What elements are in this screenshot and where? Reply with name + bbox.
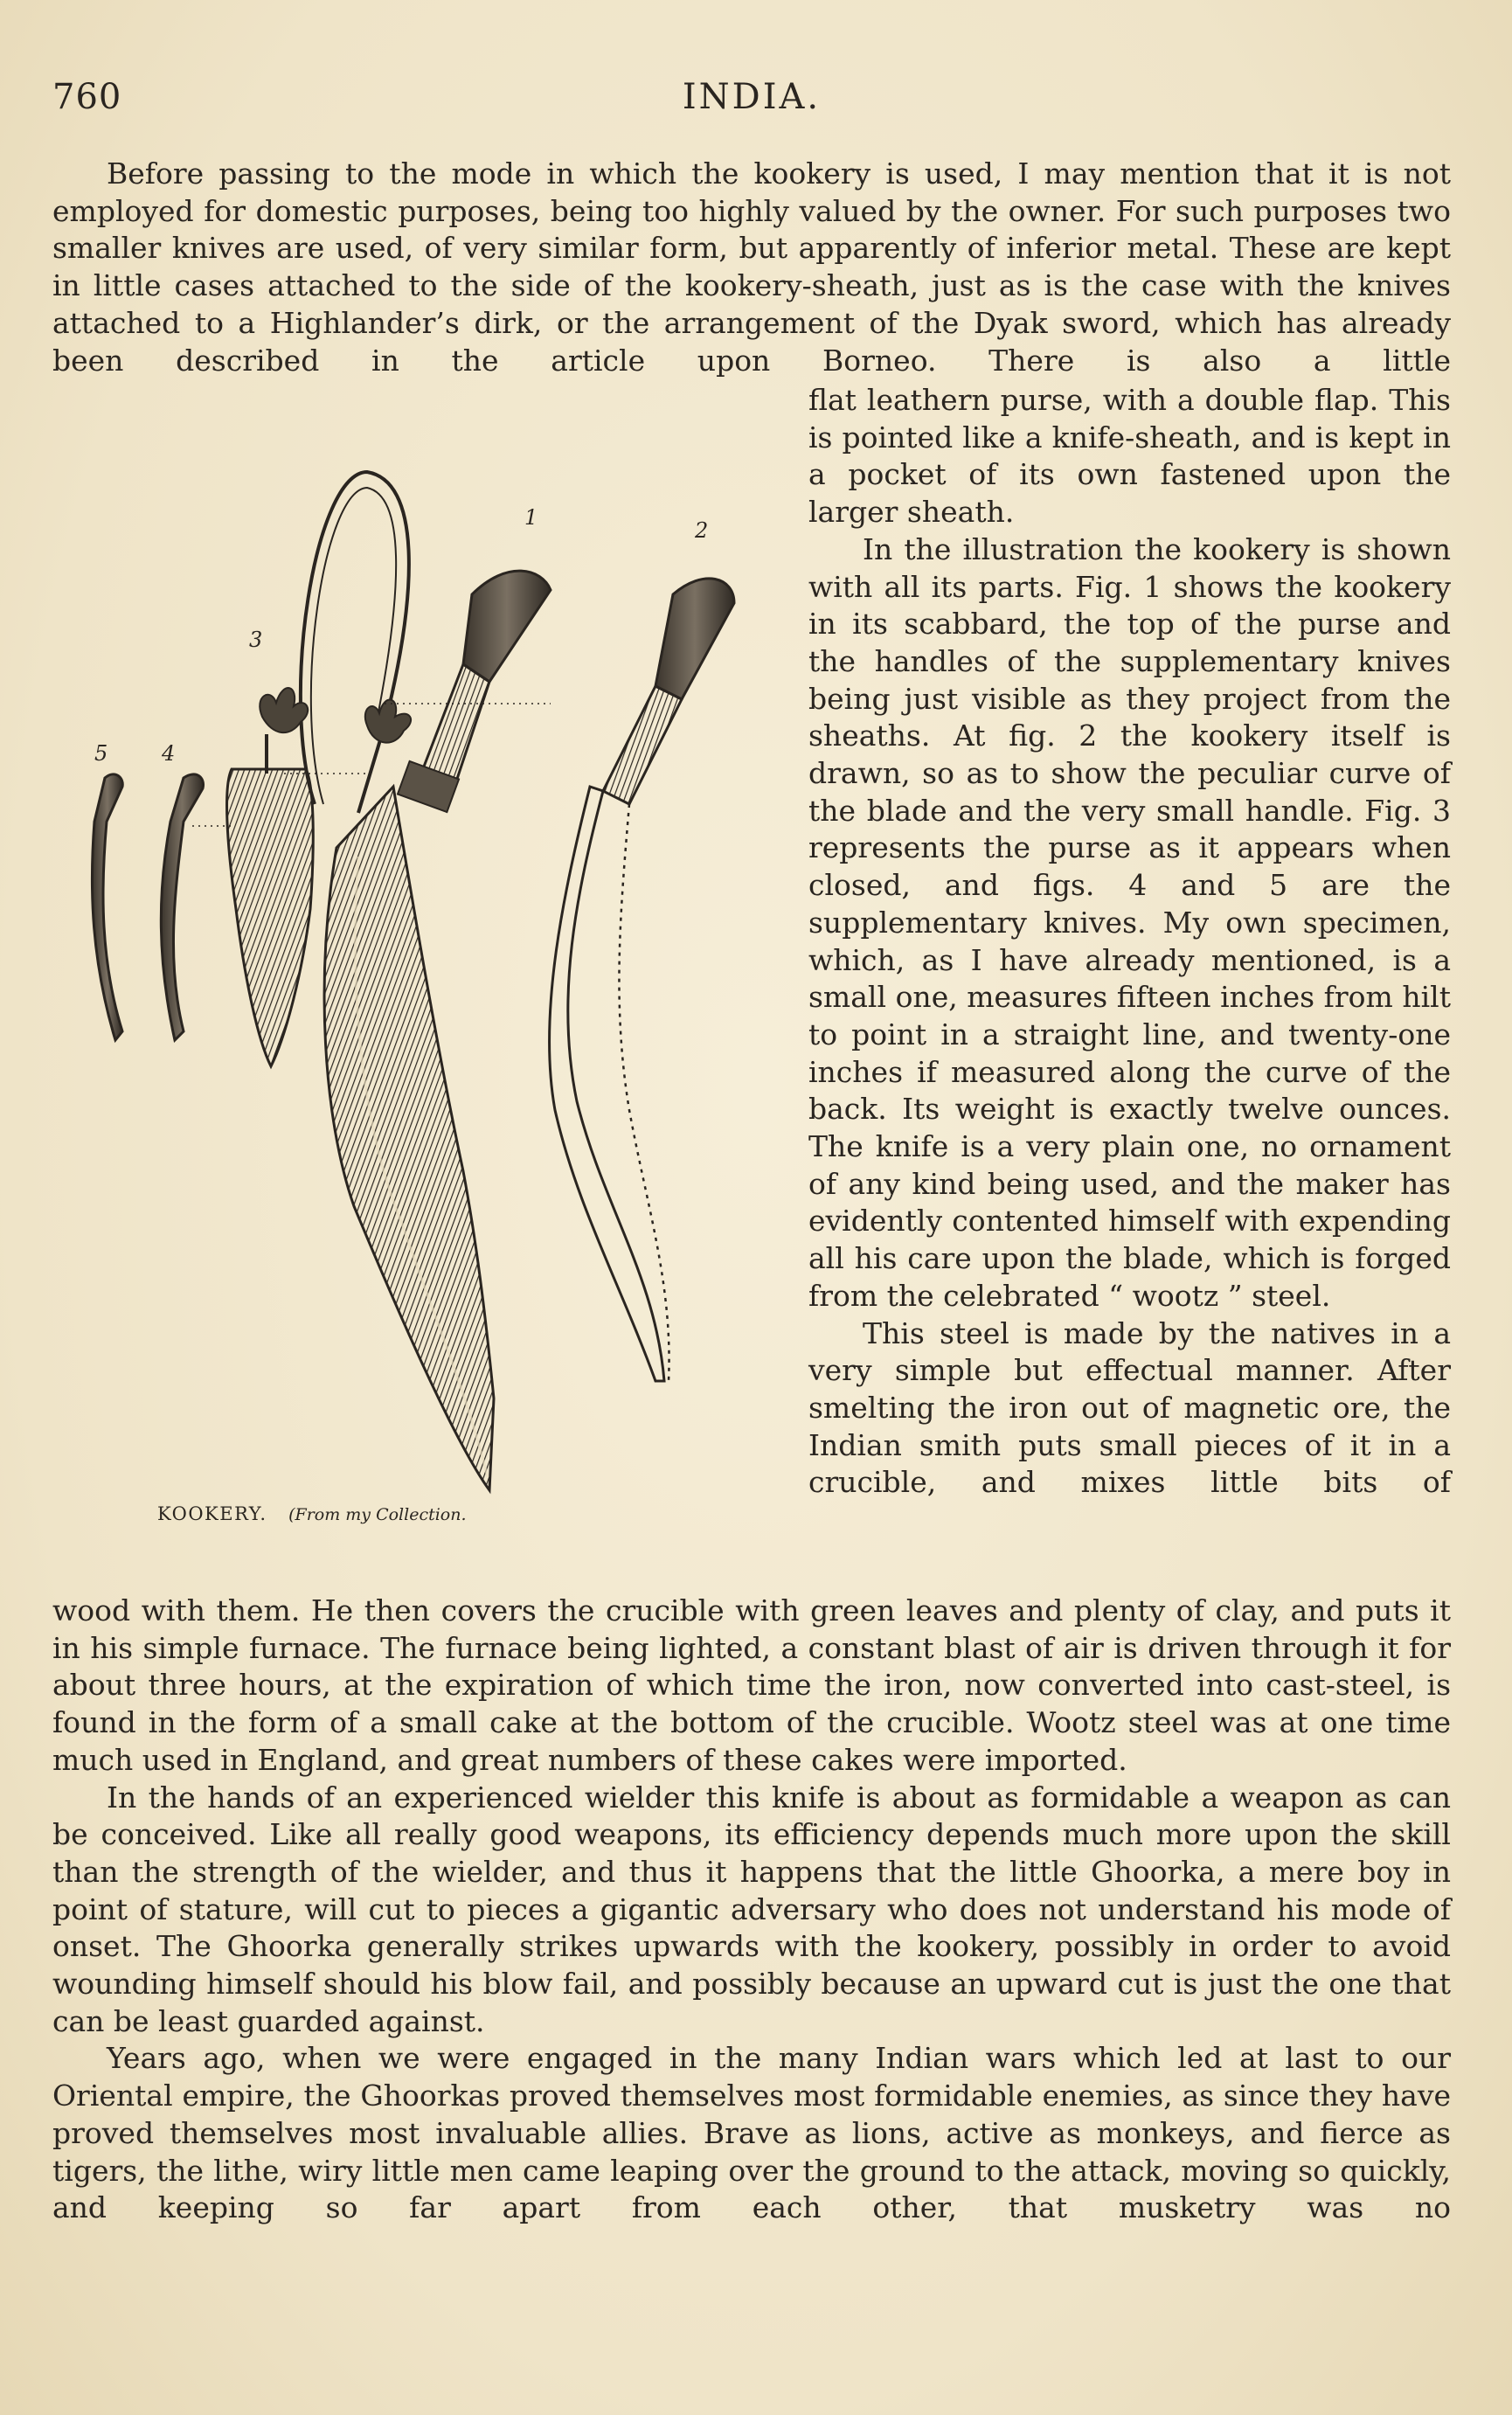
right-column [808,382,1451,1502]
page-number: 760 [52,77,122,117]
paragraph-wielder: In the hands of an experienced wielder this knife is about as formidable a weapon as can be conceived. Like all really good weapons, its efficiency depends much more upon the skill than the strength of the wielder, and thus it happens that the little Ghoorka, a mere boy in point of stature, will cut to pieces a gigantic adversary who does not understand his mode of onset. The Ghoorka generally strikes upwards with the kookery, possibly in order to avoid wounding himself should his blow fail, and possibly because an upward cut is just the one that can be least guarded against. [52,1780,1451,2038]
kookery-handle-fig-1 [463,571,551,682]
knife-fig-5 [92,774,122,1040]
paragraph-intro [52,156,1451,379]
paragraph-ghoorkas: Years ago, when we were engaged in the many Indian wars which led at last to our Oriental empire, the Ghoorkas proved themselves most formidable enemies, as since they have proved themselves most invaluable allies. Brave as lions, active as monkeys, and fierce as tigers, the lithe, wiry little men came leaping over the ground to the attack, moving so quickly, and keeping so far apart from each other, that musketry was no [52,2041,1451,2225]
paragraph-text: Before passing to the mode in which the kookery is used, I may mention that it is not employed for domestic purposes, being too highly valued by the owner. For such purposes two smaller knives are used, of very similar form, but apparently of inferior metal. These are kept in little cases attached to the side of the kookery-sheath, just as is the case with the knives attached to a Highlander’s dirk, or the arrangement of the Dyak sword, which has already been described in the article upon Borneo. There is also a little [52,156,1451,378]
fig-label-5: 5 [94,741,108,766]
paragraph-text: wood with them. He then covers the crucible with green leaves and plenty of clay, and puts it in his simple furnace. The furnace being lighted, a constant blast of air is driven through it for about three hours, at the expiration of which time the iron, now converted into cast-steel, is found in the form of a small cake at the bottom of the crucible. Wootz steel was at one time much used in England, and great numbers of these cakes were imported. [52,1593,1451,1777]
fig-label-2: 2 [695,518,709,543]
running-head: INDIA. [682,77,822,117]
figure-caption [157,1503,467,1524]
page-header [52,77,1451,129]
caption-title: KOOKERY. [157,1503,267,1524]
scabbard-fig-1 [324,787,494,1490]
caption-source: (From my Collection. [288,1505,467,1524]
lower-text [52,1593,1451,2227]
kookery-blade-fig-2 [550,787,664,1381]
kookery-illustration [52,437,752,1547]
kookery-engraving [52,437,752,1547]
fig-label-1: 1 [524,505,538,530]
fig-label-3: 3 [249,628,263,652]
purse-fig-3 [227,769,314,1066]
paragraph-text: flat leathern purse, with a double flap. This is pointed like a knife-sheath, and is kept in a pocket of its own fastened upon the larger sheath. [808,383,1451,530]
kookery-handle-fig-2 [655,579,734,699]
paragraph-illustration: In the illustration the kookery is shown with all its parts. Fig. 1 shows the kookery in its scabbard, the top of the purse and the handles of the supplementary knives being just visible as they project from the sheaths. At fig. 2 the kookery itself is drawn, so as to show the peculiar curve of the blade and the very small handle. Fig. 3 represents the purse as it appears when closed, and figs. 4 and 5 are the supplementary knives. My own specimen, which, as I have already mentioned, is a small one, measures fifteen inches from hilt to point in a straight line, and twenty-one inches if measured along the curve of the back. Its weight is exactly twelve ounces. The knife is a very plain one, no ornament of any kind being used, and the maker has evidently contented himself with expending all his care upon the blade, which is forged from the celebrated “ wootz ” steel. [808,531,1451,1313]
paragraph-steel: This steel is made by the natives in a very simple but effectual manner. After smelting the iron out of magnetic ore, the Indian smith puts small pieces of it in a crucible, and mixes little bits of [808,1315,1451,1500]
knife-fig-4 [161,774,203,1040]
fig-label-4: 4 [162,741,176,766]
